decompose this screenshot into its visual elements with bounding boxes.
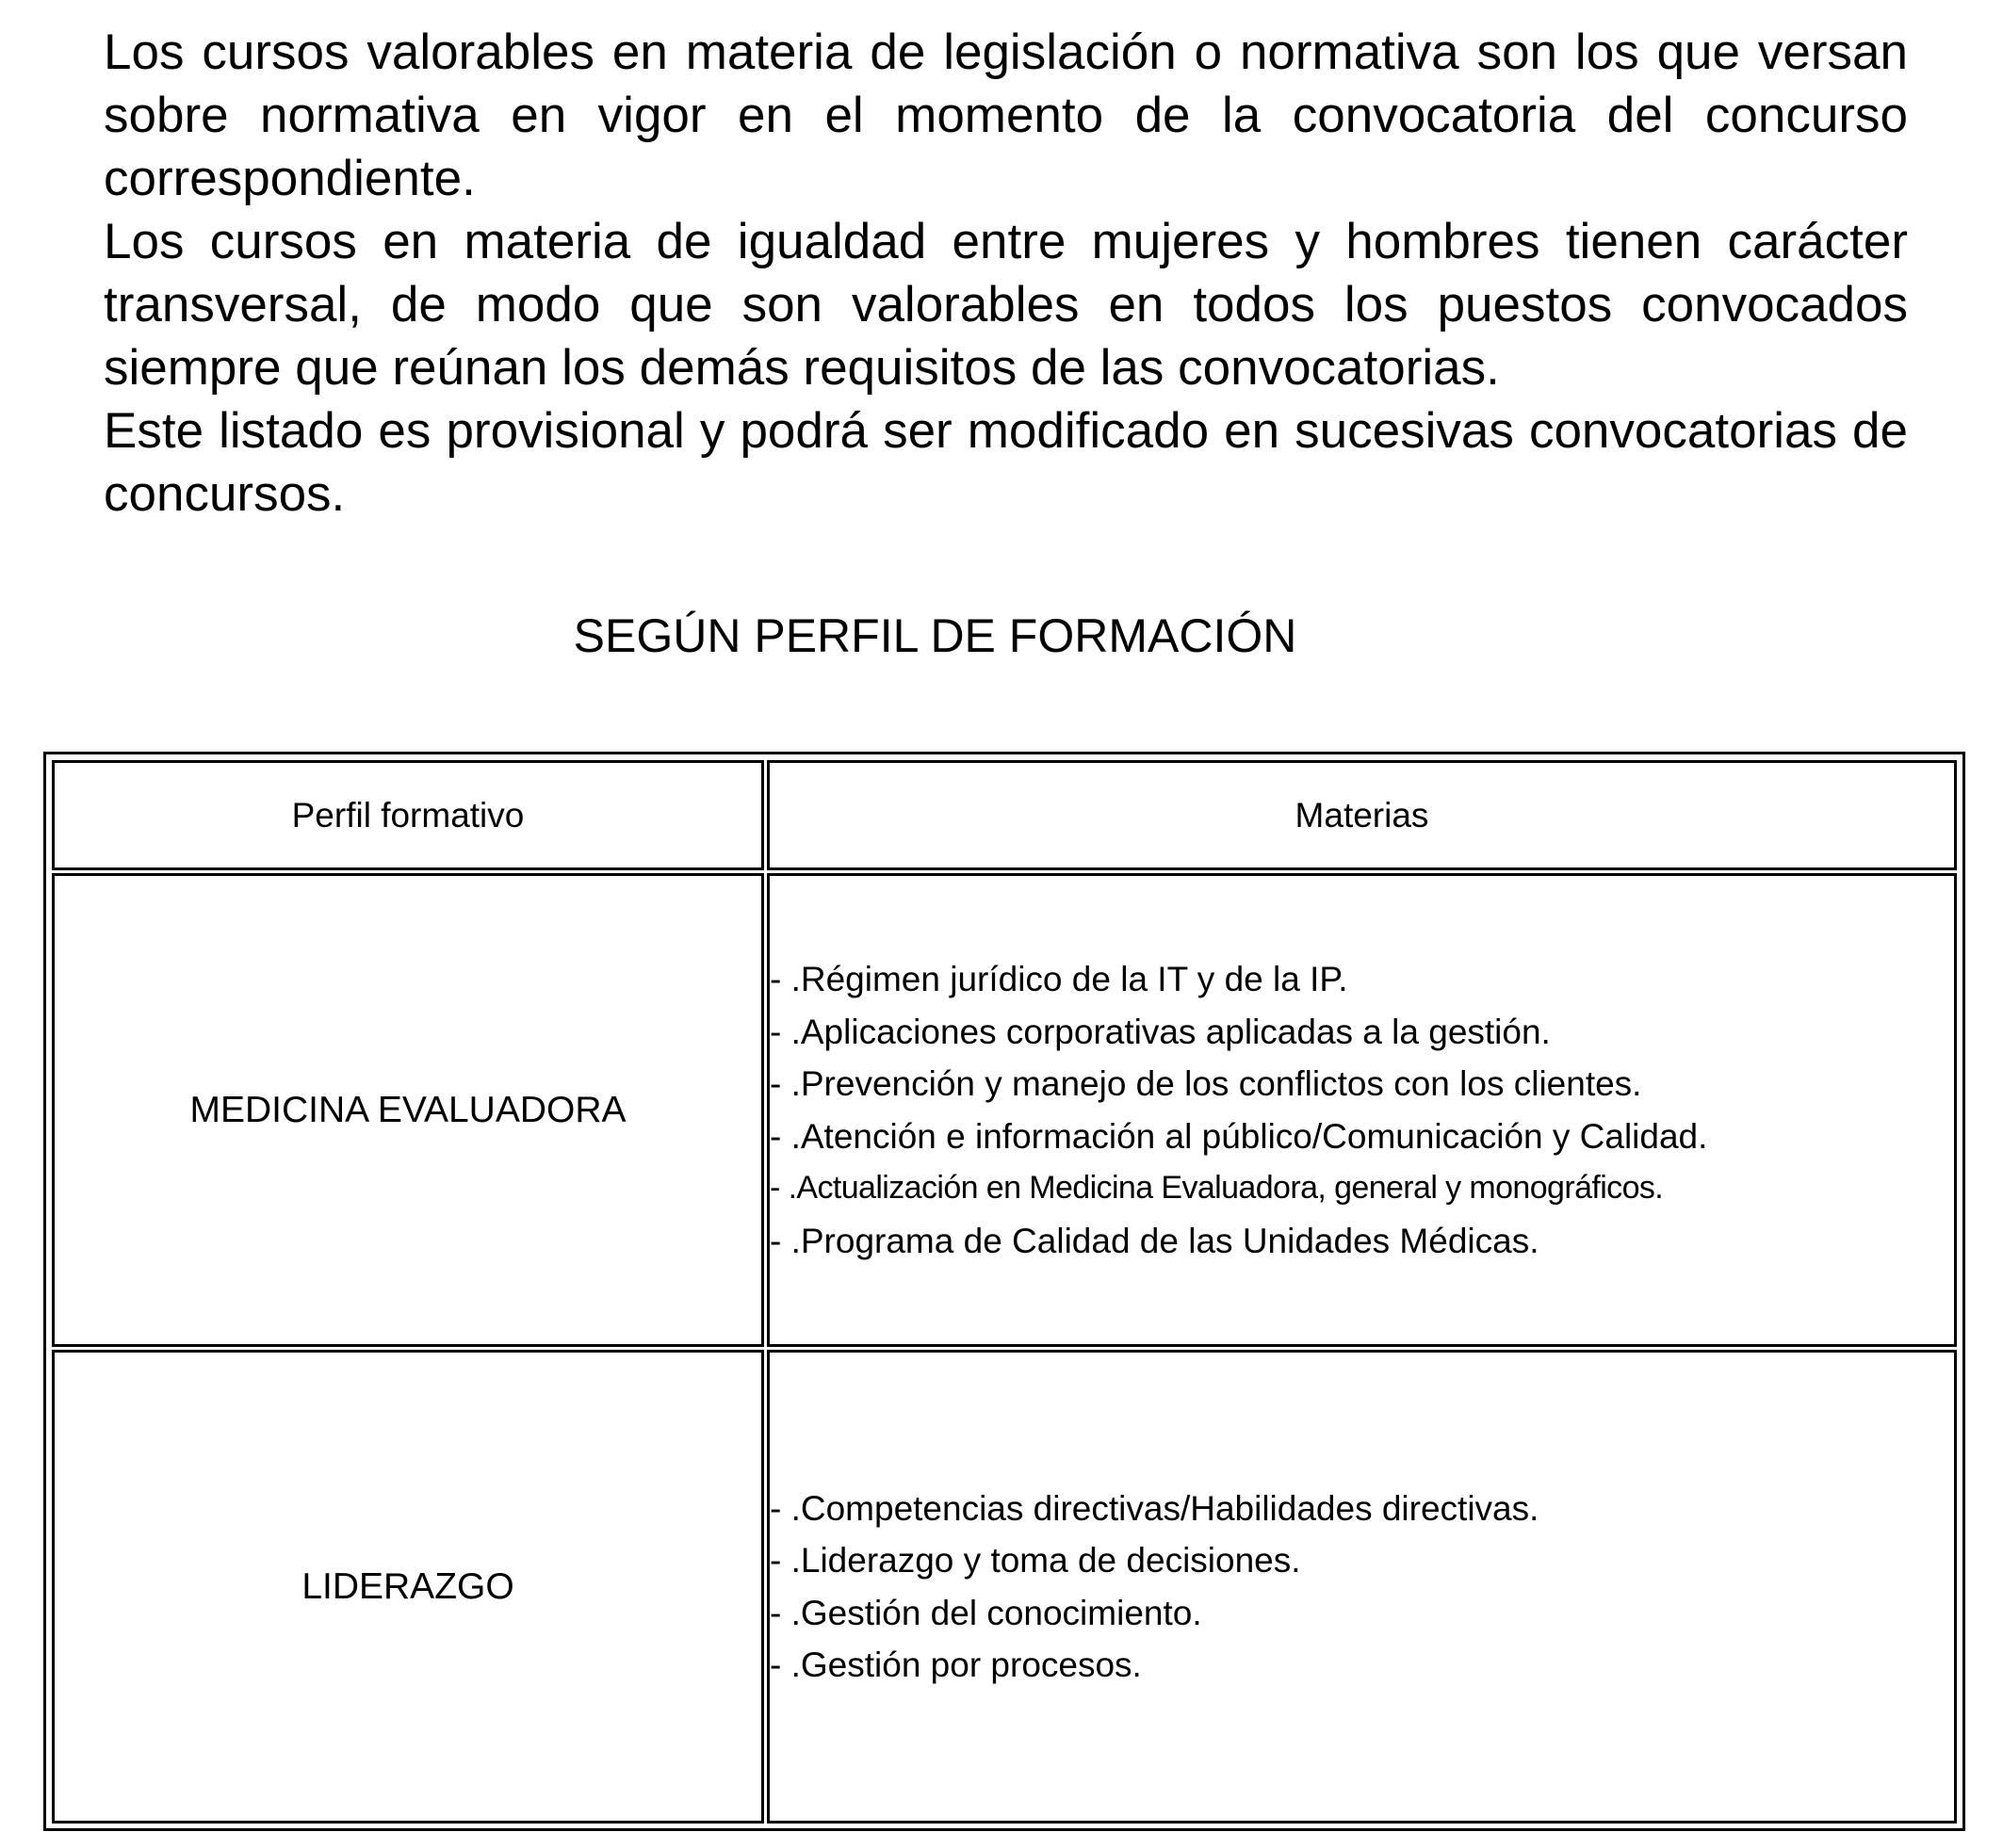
intro-paragraph: Este listado es provisional y podrá ser modificado en sucesivas convocatorias de concursos. [104, 403, 1908, 522]
subject-item: - .Régimen jurídico de la IT y de la IP. [770, 960, 1348, 998]
subject-item: - .Gestión por procesos. [770, 1645, 1142, 1684]
header-perfil-formativo: Perfil formativo [52, 760, 764, 870]
subjects-list [770, 1483, 1954, 1692]
header-materias: Materias [767, 760, 1957, 870]
subject-item: - .Aplicaciones corporativas aplicadas a la gestión. [770, 1012, 1551, 1051]
table-header-row [52, 760, 1957, 870]
profile-cell: LIDERAZGO [52, 1350, 764, 1824]
section-title: SEGÚN PERFIL DE FORMACIÓN [573, 609, 1297, 662]
subjects-cell [767, 873, 1957, 1347]
subject-item: - .Prevención y manejo de los conflictos con los clientes. [770, 1064, 1642, 1103]
subject-item: - .Programa de Calidad de las Unidades Médicas. [770, 1221, 1539, 1260]
subject-item: - .Gestión del conocimiento. [770, 1593, 1202, 1632]
intro-text [104, 21, 1908, 526]
subject-item: - .Atención e información al público/Comunicación y Calidad. [770, 1116, 1708, 1156]
intro-paragraph: Los cursos valorables en materia de legislación o normativa son los que versan sobre normativa en vigor en el momento de la convocatoria del concurso correspondiente. [104, 24, 1908, 206]
table-row [52, 873, 1957, 1347]
subject-item: - .Liderazgo y toma de decisiones. [770, 1541, 1301, 1580]
training-profile-table [49, 757, 1960, 1826]
training-profile-table-frame [43, 752, 1965, 1831]
subject-item: - .Competencias directivas/Habilidades directivas. [770, 1488, 1539, 1528]
subjects-cell [767, 1350, 1957, 1824]
subject-item: - .Actualización en Medicina Evaluadora, general y monográficos. [770, 1170, 1664, 1206]
table-row [52, 1350, 1957, 1824]
profile-cell: MEDICINA EVALUADORA [52, 873, 764, 1347]
intro-paragraph: Los cursos en materia de igualdad entre mujeres y hombres tienen carácter transversal, de modo que son valorables en todos los puestos convocados siempre que reúnan los demás requisitos de las convocatorias. [104, 214, 1908, 396]
subjects-list [770, 953, 1954, 1267]
